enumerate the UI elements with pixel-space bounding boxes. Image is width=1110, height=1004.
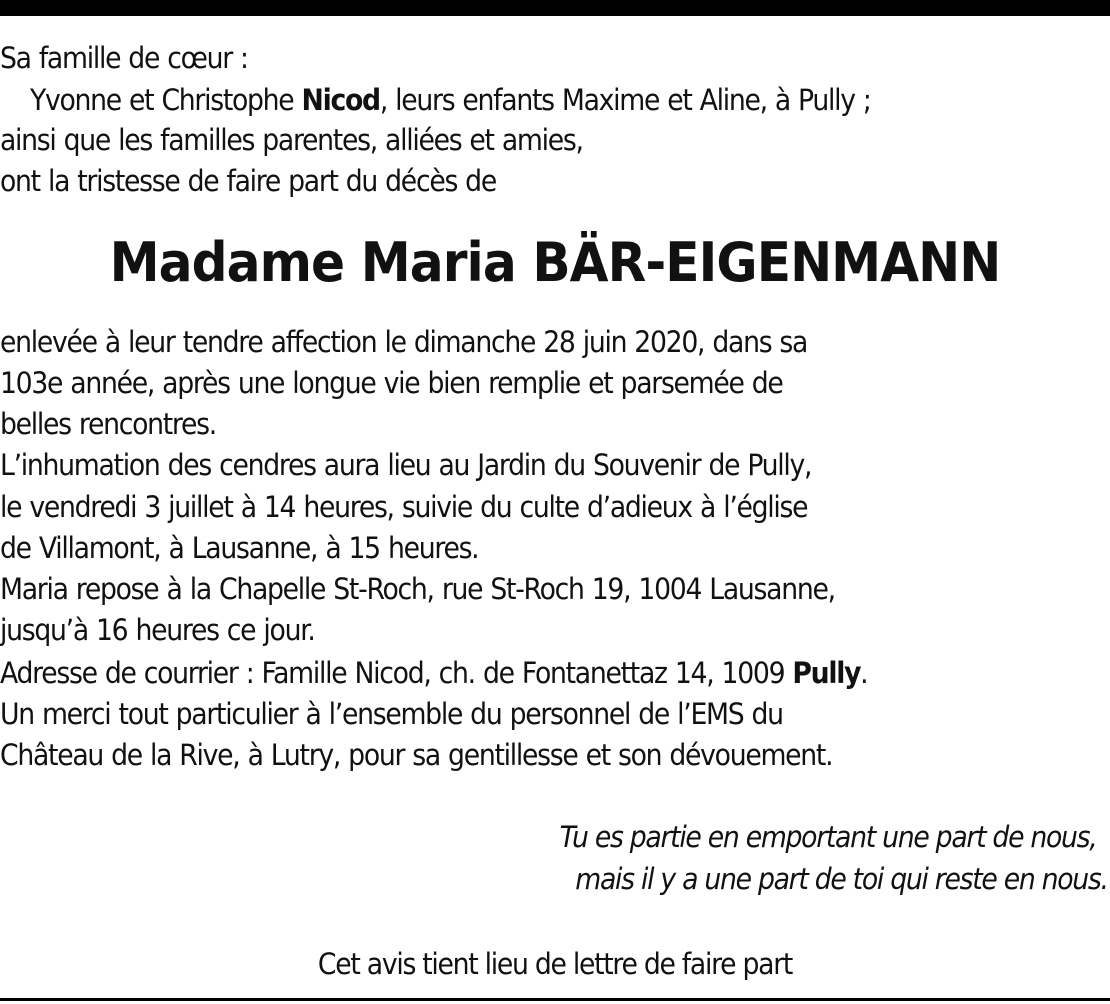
deceased-name: Madame Maria BÄR-EIGENMANN <box>109 231 1001 294</box>
family-line-before: Yvonne et Christophe <box>30 83 302 117</box>
relatives-line: ainsi que les familles parentes, alliées et amies, <box>0 123 583 157</box>
body-line-11: Château de la Rive, à Lutry, pour sa gentillesse et son dévouement. <box>0 738 833 772</box>
body-line-8: jusqu’à 16 heures ce jour. <box>0 613 315 647</box>
body-line-5: le vendredi 3 juillet à 14 heures, suivie du culte d’adieux à l’église <box>0 490 808 524</box>
body-line-3: belles rencontres. <box>0 407 216 441</box>
quote-line-1: Tu es partie en emportant une part de nous, <box>559 820 1096 854</box>
address-after: . <box>860 656 868 690</box>
body-line-1: enlevée à leur tendre affection le dimanche 28 juin 2020, dans sa <box>0 325 808 359</box>
family-line <box>30 80 871 120</box>
address-town: Pully <box>792 656 861 690</box>
family-surname: Nicod <box>301 83 380 117</box>
family-line-after: , leurs enfants Maxime et Aline, à Pully ; <box>379 83 871 117</box>
bottom-border-rule <box>0 998 1110 1001</box>
quote-line-2: mais il y a une part de toi qui reste en nous. <box>575 862 1108 896</box>
family-heading: Sa famille de cœur : <box>0 41 248 75</box>
address-before: Adresse de courrier : Famille Nicod, ch. de Fontanettaz 14, 1009 <box>0 656 793 690</box>
top-border-rule <box>0 0 1110 16</box>
footer-note: Cet avis tient lieu de lettre de faire part <box>317 947 793 981</box>
mailing-address <box>0 653 867 693</box>
body-line-7: Maria repose à la Chapelle St-Roch, rue St-Roch 19, 1004 Lausanne, <box>0 572 835 606</box>
body-line-6: de Villamont, à Lausanne, à 15 heures. <box>0 531 479 565</box>
body-line-10: Un merci tout particulier à l’ensemble du personnel de l’EMS du <box>0 697 783 731</box>
body-line-4: L’inhumation des cendres aura lieu au Jardin du Souvenir de Pully, <box>0 448 812 482</box>
announcement-line: ont la tristesse de faire part du décès de <box>0 164 496 198</box>
body-line-2: 103e année, après une longue vie bien remplie et parsemée de <box>0 366 783 400</box>
